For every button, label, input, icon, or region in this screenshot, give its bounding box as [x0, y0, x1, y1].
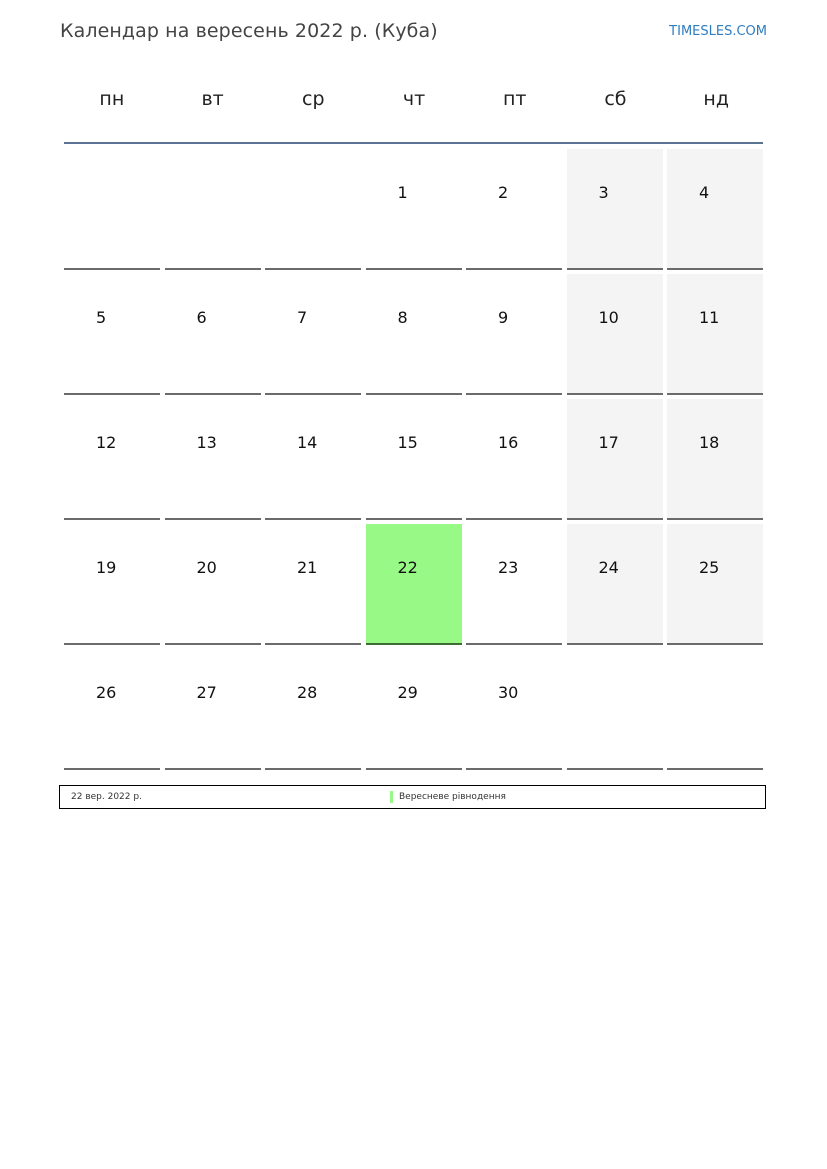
legend-holiday-name: Вересневе рівнодення [399, 792, 506, 802]
empty-day-cell [667, 649, 763, 770]
weekday-label-wed: ср [302, 88, 325, 110]
empty-day-cell [265, 149, 361, 270]
holiday-legend [59, 785, 766, 809]
day-number: 17 [598, 433, 619, 452]
weekday-header-row [64, 88, 764, 120]
day-number: 5 [96, 308, 107, 327]
day-number: 23 [498, 558, 519, 577]
day-cell [366, 649, 462, 770]
day-number: 24 [598, 558, 619, 577]
day-cell [165, 649, 261, 770]
day-cell [64, 649, 160, 770]
weekday-label-thu: чт [402, 88, 426, 110]
day-number: 7 [297, 308, 308, 327]
day-number: 1 [397, 183, 408, 202]
page-title: Календар на вересень 2022 р. (Куба) [60, 20, 438, 42]
day-number: 13 [196, 433, 217, 452]
day-number: 20 [196, 558, 217, 577]
day-number: 21 [297, 558, 318, 577]
brand-link[interactable]: TIMESLES.COM [669, 24, 767, 39]
day-cell [64, 524, 160, 645]
day-number: 19 [96, 558, 117, 577]
day-number: 3 [598, 183, 609, 202]
day-number: 10 [598, 308, 619, 327]
day-number: 2 [498, 183, 509, 202]
weekday-label-sat: сб [604, 88, 627, 110]
day-number: 25 [699, 558, 720, 577]
day-cell [64, 274, 160, 395]
day-cell [165, 274, 261, 395]
day-number: 11 [699, 308, 720, 327]
day-cell [265, 274, 361, 395]
weekday-label-tue: вт [201, 88, 224, 110]
day-number: 12 [96, 433, 117, 452]
day-cell [165, 399, 261, 520]
header-divider [64, 142, 763, 144]
day-cell [265, 649, 361, 770]
day-number: 14 [297, 433, 318, 452]
day-number: 22 [397, 558, 418, 577]
day-cell [466, 649, 562, 770]
day-cell [466, 399, 562, 520]
calendar-grid [64, 149, 763, 774]
day-cell [567, 149, 663, 270]
day-cell [165, 524, 261, 645]
day-cell [567, 524, 663, 645]
day-cell [667, 524, 763, 645]
day-cell [667, 274, 763, 395]
day-cell [265, 524, 361, 645]
weekday-label-mon: пн [99, 88, 125, 110]
day-number: 4 [699, 183, 710, 202]
day-number: 26 [96, 683, 117, 702]
day-cell [567, 274, 663, 395]
day-number: 30 [498, 683, 519, 702]
legend-color-swatch [390, 791, 393, 803]
empty-day-cell [567, 649, 663, 770]
empty-day-cell [64, 149, 160, 270]
day-cell [567, 399, 663, 520]
day-cell [366, 399, 462, 520]
day-cell [366, 149, 462, 270]
empty-day-cell [165, 149, 261, 270]
weekday-label-fri: пт [502, 88, 527, 110]
day-number: 15 [397, 433, 418, 452]
day-number: 8 [397, 308, 408, 327]
day-cell [265, 399, 361, 520]
legend-date: 22 вер. 2022 р. [71, 792, 142, 802]
day-number: 28 [297, 683, 318, 702]
day-number: 18 [699, 433, 720, 452]
day-number: 9 [498, 308, 509, 327]
day-number: 27 [196, 683, 217, 702]
day-cell [466, 149, 562, 270]
day-cell [667, 149, 763, 270]
day-number: 29 [397, 683, 418, 702]
day-cell [466, 274, 562, 395]
day-cell [64, 399, 160, 520]
day-cell [667, 399, 763, 520]
weekday-label-sun: нд [703, 88, 729, 110]
day-number: 6 [196, 308, 207, 327]
day-cell [466, 524, 562, 645]
day-cell [366, 274, 462, 395]
day-number: 16 [498, 433, 519, 452]
day-cell-holiday [366, 524, 462, 645]
